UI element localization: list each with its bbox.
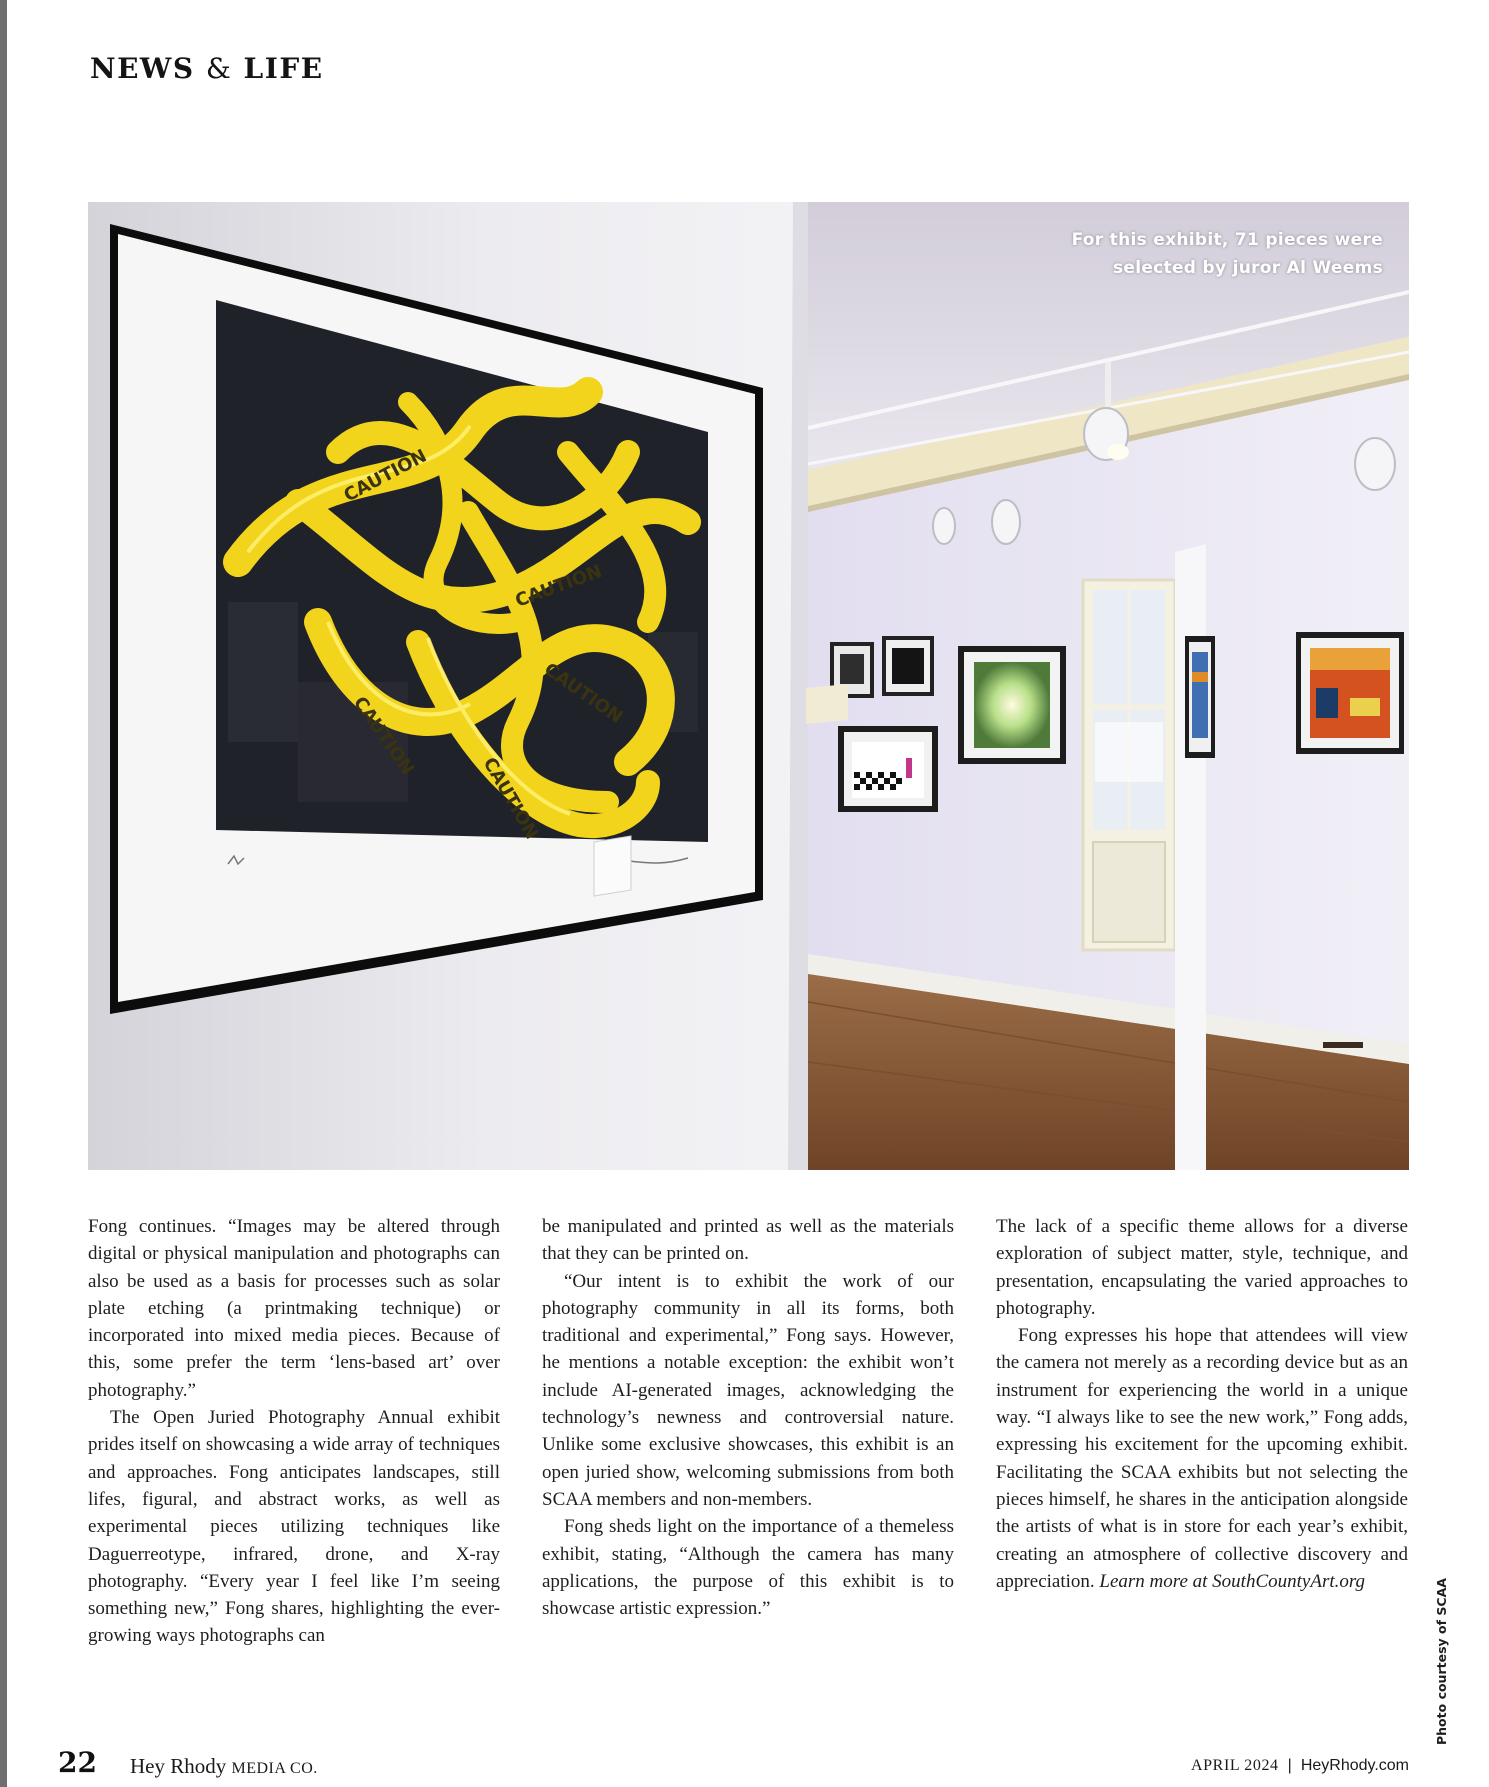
track-light bbox=[933, 508, 955, 544]
section-ampersand: & bbox=[205, 52, 233, 85]
paragraph: be manipulated and printed as well as the materials that they can be printed on. bbox=[542, 1216, 954, 1265]
article-column-2 bbox=[542, 1213, 954, 1622]
framed-print bbox=[882, 636, 934, 696]
publication-brand bbox=[130, 1754, 318, 1779]
paragraph: Fong continues. “Images may be altered through digital or physical manipulation and photographs can also be used as a basis for processes such as solar plate etching (a printmaking technique) or incorporated into mixed media pieces. Because of this, some prefer the term ‘lens-based art’ over photography.” bbox=[88, 1216, 500, 1401]
paragraph-text: Fong expresses his hope that attendees will view the camera not merely as a recording device but as an instrument for experiencing the world in a unique way. “I always like to see the new work,” Fong adds, expressing his excitement for the upcoming exhibit. Facilitating the SCAA exhibits but not selecting the pieces himself, he shares in the anticipation alongside the artists of what is in store for each year’s exhibit, creating an atmosphere of collective discovery and appreciation. bbox=[996, 1325, 1408, 1592]
tape-label: CAUTION bbox=[340, 445, 431, 507]
website-link[interactable]: HeyRhody.com bbox=[1300, 1757, 1409, 1774]
framed-print bbox=[1296, 632, 1404, 754]
brand-tail: MEDIA CO. bbox=[231, 1760, 318, 1777]
tape-label: CAUTION bbox=[478, 754, 543, 843]
gallery-photo bbox=[88, 202, 1409, 1170]
section-header bbox=[90, 52, 324, 85]
footer-separator: | bbox=[1287, 1757, 1292, 1774]
article-column-1 bbox=[88, 1213, 500, 1650]
page-number: 22 bbox=[58, 1746, 97, 1779]
section-word-life: LIFE bbox=[243, 52, 324, 85]
paragraph: “Our intent is to exhibit the work of our photography community in all its forms, both traditional and experimental,” Fong says. However, he mentions a notable exception: the exhibit won’t include AI-generated images, acknowledging the technology’s newness and controversial nature. Unlike some exclusive showcases, this exhibit is an open juried show, welcoming submissions from both SCAA members and non-members. bbox=[542, 1270, 954, 1510]
track-light bbox=[992, 500, 1020, 544]
tape-label: CAUTION bbox=[348, 692, 419, 780]
caption-line: For this exhibit, 71 pieces were bbox=[1071, 230, 1383, 250]
tape-label: CAUTION bbox=[512, 560, 605, 612]
learn-more-link[interactable]: Learn more at SouthCountyArt.org bbox=[1099, 1570, 1366, 1592]
corner-cap bbox=[806, 684, 848, 724]
brand-name: Hey Rhody bbox=[130, 1754, 227, 1778]
framed-print bbox=[838, 726, 938, 812]
photo-credit: Photo courtesy of SCAA bbox=[1434, 1578, 1449, 1745]
paragraph bbox=[996, 1322, 1408, 1595]
paragraph: Fong sheds light on the importance of a themeless exhibit, stating, “Although the camera has many applications, the purpose of this exhibit is to showcase artistic expression.” bbox=[542, 1516, 954, 1620]
wall-label-card bbox=[594, 836, 631, 896]
tape-label: CAUTION bbox=[540, 658, 627, 729]
photo-caption bbox=[1053, 226, 1383, 282]
article-column-3 bbox=[996, 1213, 1408, 1595]
floor-vent bbox=[1323, 1042, 1363, 1048]
framed-print bbox=[958, 646, 1066, 764]
paragraph: The Open Juried Photography Annual exhibit prides itself on showcasing a wide array of techniques and approaches. Fong anticipates landscapes, still lifes, figural, and abstract works, as well as experimental pieces utilizing techniques like Daguerreotype, infrared, drone, and X-ray photography. “Every year I feel like I’m seeing something new,” Fong shares, highlighting the ever-growing ways photographs can bbox=[88, 1407, 500, 1647]
caption-line: selected by juror Al Weems bbox=[1112, 258, 1383, 278]
issue-date: APRIL 2024 bbox=[1191, 1757, 1279, 1774]
paragraph: The lack of a specific theme allows for a diverse exploration of subject matter, style, technique, and presentation, encapsulating the varied approaches to photography. bbox=[996, 1216, 1408, 1319]
framed-print bbox=[1185, 636, 1215, 758]
track-light bbox=[1355, 438, 1395, 490]
section-word-news: NEWS bbox=[90, 52, 195, 85]
gallery-illustration bbox=[88, 202, 1409, 1170]
page-edge-bar bbox=[0, 0, 7, 1787]
footer-issue bbox=[1191, 1757, 1409, 1775]
